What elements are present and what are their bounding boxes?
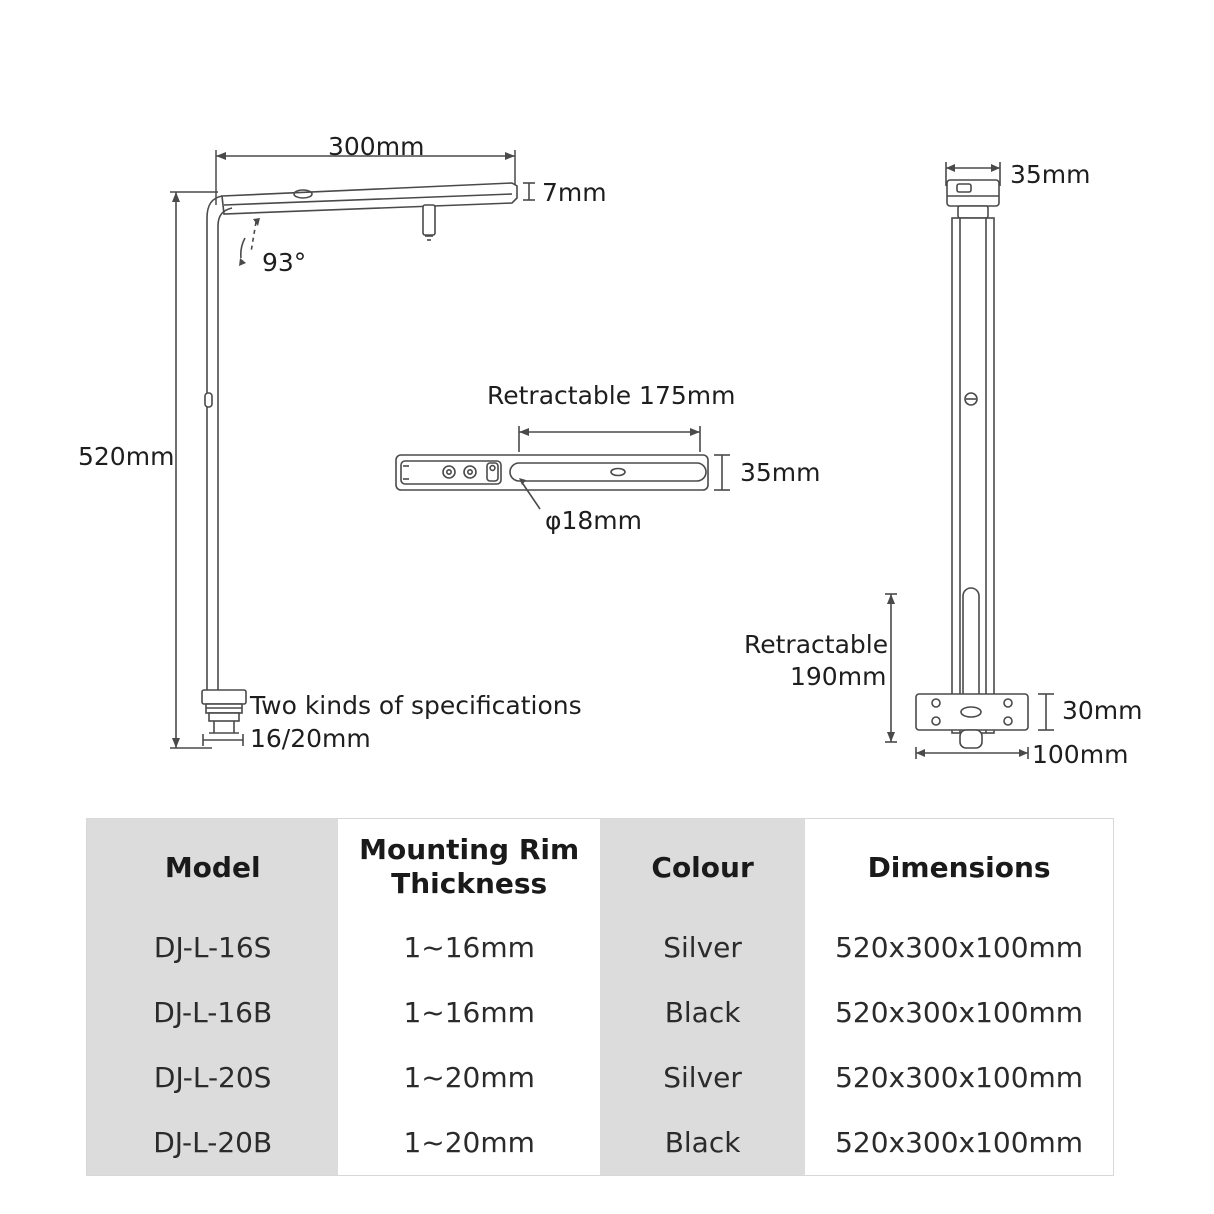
label-clamp-note: Two kinds of specifications	[250, 691, 582, 720]
table-row	[87, 1110, 1113, 1175]
header-dimensions: Dimensions	[805, 819, 1113, 915]
lamp-top-bar	[222, 183, 517, 214]
cell-thickness: 1~20mm	[338, 1045, 600, 1110]
header-model: Model	[87, 819, 338, 915]
table-header-row	[87, 819, 1113, 915]
header-rim-line1: Mounting Rim	[359, 832, 580, 866]
side-view	[885, 162, 1054, 759]
dim-35mm-arm	[714, 455, 730, 490]
label-phi18mm: φ18mm	[545, 506, 643, 535]
lamp-post	[205, 196, 232, 690]
label-35mm-side: 35mm	[1010, 160, 1091, 189]
cell-colour: Silver	[600, 1045, 805, 1110]
cell-dimensions: 520x300x100mm	[805, 915, 1113, 980]
dim-520mm	[170, 192, 218, 748]
label-retractable-175mm: Retractable 175mm	[487, 381, 736, 410]
cell-colour: Silver	[600, 915, 805, 980]
label-100mm: 100mm	[1032, 740, 1129, 769]
cell-dimensions: 520x300x100mm	[805, 1110, 1113, 1175]
header-rim-line2: Thickness	[391, 867, 548, 900]
label-300mm: 300mm	[328, 132, 425, 161]
cell-dimensions: 520x300x100mm	[805, 1045, 1113, 1110]
retractable-arm-detail	[396, 426, 730, 509]
header-mounting-rim-thickness	[338, 819, 600, 915]
dim-30mm	[1038, 694, 1054, 730]
lamp-pendant	[423, 205, 435, 240]
cell-thickness: 1~16mm	[338, 915, 600, 980]
dim-175mm	[519, 426, 700, 452]
cell-thickness: 1~16mm	[338, 980, 600, 1045]
cell-model: DJ-L-20S	[87, 1045, 338, 1110]
cell-dimensions: 520x300x100mm	[805, 980, 1113, 1045]
dim-16-20mm	[203, 734, 243, 746]
specifications-table	[86, 818, 1114, 1176]
label-7mm: 7mm	[542, 178, 607, 207]
dim-7mm	[523, 183, 535, 200]
cell-thickness: 1~20mm	[338, 1110, 600, 1175]
label-retractable-side: Retractable	[744, 630, 889, 659]
lamp-clamp	[202, 690, 246, 733]
label-93deg: 93°	[262, 248, 307, 277]
label-520mm: 520mm	[78, 442, 175, 471]
cell-colour: Black	[600, 980, 805, 1045]
cell-model: DJ-L-16S	[87, 915, 338, 980]
table-row	[87, 980, 1113, 1045]
dim-190mm	[885, 594, 897, 742]
header-colour: Colour	[600, 819, 805, 915]
table-row	[87, 915, 1113, 980]
cell-model: DJ-L-16B	[87, 980, 338, 1045]
cell-model: DJ-L-20B	[87, 1110, 338, 1175]
angle-93	[239, 218, 260, 266]
label-clamp-sizes: 16/20mm	[250, 724, 371, 753]
cell-colour: Black	[600, 1110, 805, 1175]
label-35mm-arm: 35mm	[740, 458, 821, 487]
label-retractable-190mm: 190mm	[790, 662, 887, 691]
label-30mm: 30mm	[1062, 696, 1143, 725]
table-row	[87, 1045, 1113, 1110]
